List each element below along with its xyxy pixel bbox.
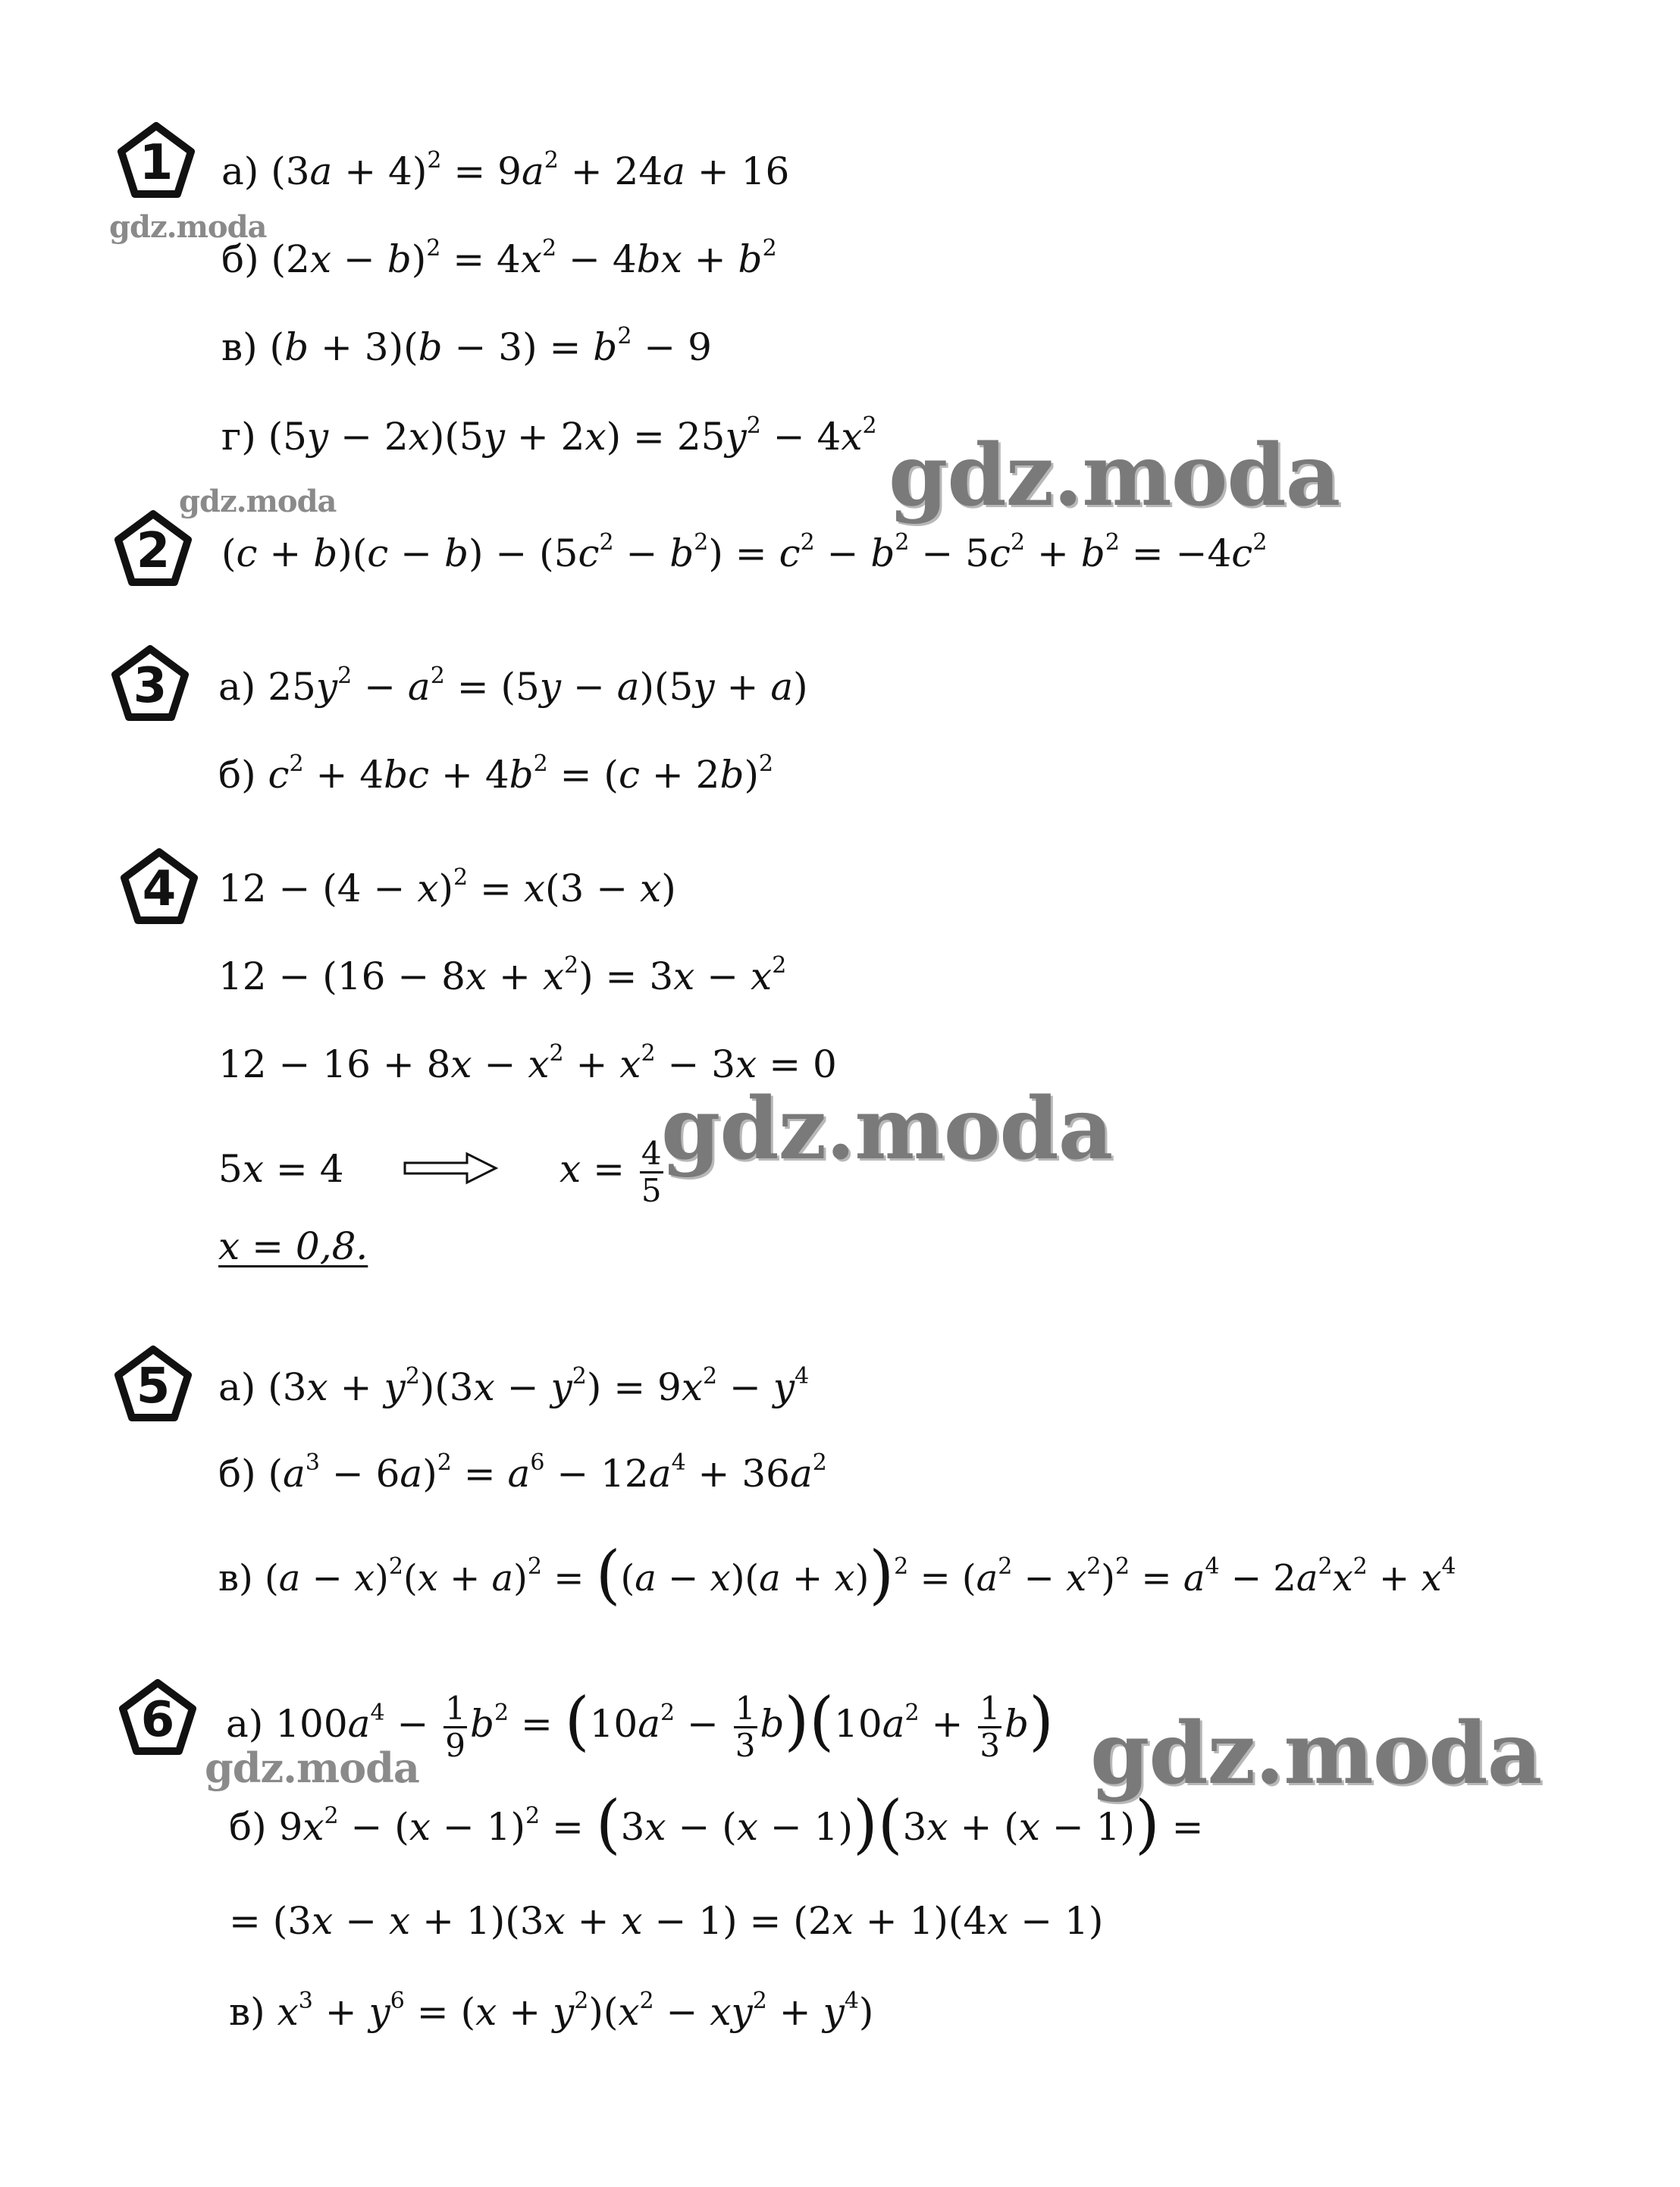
- watermark: gdz.moda: [179, 484, 337, 519]
- fraction: $\frac{1}{3}$: [979, 1689, 1001, 1764]
- watermark: gdz.moda: [661, 1079, 1113, 1179]
- problem-number: 6: [140, 1692, 175, 1748]
- problem-number: 5: [136, 1358, 171, 1415]
- equation-line: б) $c^2 + 4bc + 4b^2 = (c + 2b)^2$: [218, 750, 774, 797]
- equation-line: 5x = 4: [218, 1147, 344, 1191]
- problem-number-badge: [114, 1345, 193, 1424]
- watermark: gdz.moda: [889, 426, 1340, 525]
- problem-number-badge: [117, 121, 196, 200]
- fraction: $\frac{1}{3}$: [735, 1689, 756, 1764]
- problem-number-badge: [114, 509, 193, 588]
- equation-line: б) $(a^3 - 6a)^2 = a^6 - 12a^4 + 36a^2$: [218, 1449, 827, 1496]
- watermark: gdz.moda: [109, 209, 267, 245]
- equation-line: в) $x^3 + y^6 = (x + y^2)(x^2 - xy^2 + y^4)$: [229, 1988, 874, 2034]
- equation-line: = (3x − x + 1)(3x + x − 1) = (2x + 1)(4x − 1): [229, 1899, 1104, 1943]
- problem-number-badge: [120, 848, 199, 926]
- watermark: gdz.moda: [205, 1744, 419, 1792]
- equation-line: в) $(a - x)^2(x + a)^2 = ((a - x)(a + x))^2 = (a^2 - x^2)^2 = a^4 - 2a^2x^2 + x^4$: [218, 1537, 1456, 1612]
- problem-number-badge: [111, 644, 190, 723]
- equation-line: $12 - (4 - x)^2 = x(3 - x)$: [218, 864, 676, 910]
- problem-number: 3: [133, 658, 168, 714]
- equation-line: $12 - 16 + 8x - x^2 + x^2 - 3x = 0$: [218, 1040, 837, 1086]
- equation-line: а) $(3a + 4)^2 = 9a^2 + 24a + 16$: [221, 147, 790, 193]
- equation-line: в) $(b + 3)(b - 3) = b^2 - 9$: [221, 323, 712, 369]
- problem-number: 1: [139, 135, 174, 191]
- final-answer: x = 0,8.: [218, 1224, 368, 1268]
- equation-line: x = $\frac{4}{5}$: [559, 1134, 662, 1209]
- equation-line: б) $9x^2 - (x - 1)^2 = (3x - (x - 1))(3x + (x - 1))$ =: [229, 1787, 1204, 1861]
- problem-number: 2: [136, 523, 171, 579]
- fraction: $\frac{1}{9}$: [445, 1689, 465, 1764]
- equation-line: $12 - (16 - 8x + x^2) = 3x - x^2$: [218, 952, 787, 998]
- equation-line: а) $(3x + y^2)(3x - y^2) = 9x^2 - y^4$: [218, 1363, 810, 1409]
- equation-line: б) $(2x - b)^2 = 4x^2 - 4bx + b^2$: [221, 235, 777, 281]
- fraction: $\frac{4}{5}$: [641, 1134, 662, 1209]
- equation-line: $(c + b)(c - b) - (5c^2 - b^2) = c^2 - b^2 - 5c^2 + b^2 = -4c^2$: [221, 529, 1268, 575]
- equation-line: а) $100a^4$ − $\frac{1}{9}$ $b^2 = (10a^2$ − $\frac{1}{3}$ $b)(10a^2$ + $\frac{1}{3}$ b): [226, 1684, 1054, 1764]
- equation-line: а) $25y^2 - a^2 = (5y - a)(5y + a)$: [218, 663, 808, 709]
- problem-number-badge: [118, 1678, 197, 1757]
- equation-line: г) $(5y - 2x)(5y + 2x) = 25y^2 - 4x^2$: [221, 412, 877, 459]
- watermark: gdz.moda: [1090, 1704, 1542, 1803]
- implies-arrow-icon: [402, 1149, 500, 1187]
- problem-number: 4: [142, 861, 177, 917]
